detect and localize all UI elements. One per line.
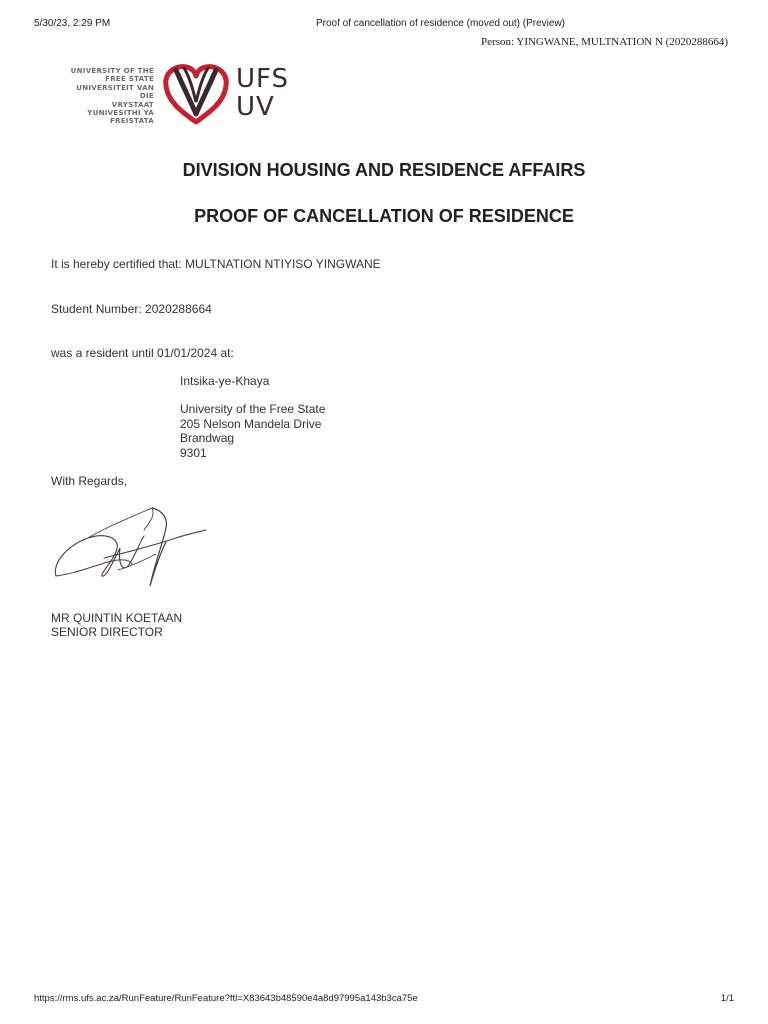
closing-salutation: With Regards, xyxy=(51,474,128,488)
certified-statement: It is hereby certified that: MULTNATION NTIYISO YINGWANE xyxy=(51,257,381,271)
brand-ufs: UFS xyxy=(236,64,290,94)
signatory-name: MR QUINTIN KOETAAN xyxy=(51,611,183,625)
address-line: 9301 xyxy=(180,445,207,460)
signatory-block xyxy=(51,611,182,639)
print-datetime: 5/30/23, 2:29 PM xyxy=(34,18,111,29)
address-line: Brandwag xyxy=(180,431,235,445)
ufs-logo xyxy=(62,62,312,124)
logo-line: FREE STATE xyxy=(105,75,154,84)
logo-line: YUNIVESITHI YA xyxy=(87,109,154,118)
resident-until-statement: was a resident until 01/01/2024 at: xyxy=(51,346,234,360)
print-page-count: 1/1 xyxy=(720,993,734,1004)
logo-line: UNIVERSITY OF THE xyxy=(70,67,154,75)
signatory-title: SENIOR DIRECTOR xyxy=(51,625,163,639)
division-heading: DIVISION HOUSING AND RESIDENCE AFFAIRS xyxy=(182,160,586,180)
residence-address xyxy=(180,402,325,460)
logo-line: UNIVERSITEIT VAN DIE xyxy=(76,83,154,101)
print-page-title: Proof of cancellation of residence (moved out) (Preview) xyxy=(316,18,566,29)
address-line: University of the Free State xyxy=(180,402,326,416)
person-line: Person: YINGWANE, MULTNATION N (2020288664) xyxy=(481,36,728,48)
residence-name: Intsika-ye-Khaya xyxy=(180,374,270,388)
document-title: PROOF OF CANCELLATION OF RESIDENCE xyxy=(194,206,574,226)
ufs-heart-emblem-icon xyxy=(160,62,232,126)
logo-line: VRYSTAAT xyxy=(111,100,154,109)
print-url: https://rms.ufs.ac.za/RunFeature/RunFeature?ftl=X83643b48590e4a8d97995a143b3ca75e xyxy=(34,993,418,1004)
brand-uv: UV xyxy=(236,92,275,122)
address-line: 205 Nelson Mandela Drive xyxy=(180,416,322,431)
logo-line: FREISTATA xyxy=(109,117,154,126)
signature-image xyxy=(48,502,218,594)
student-number: Student Number: 2020288664 xyxy=(51,302,212,316)
logo-university-text xyxy=(62,67,154,126)
